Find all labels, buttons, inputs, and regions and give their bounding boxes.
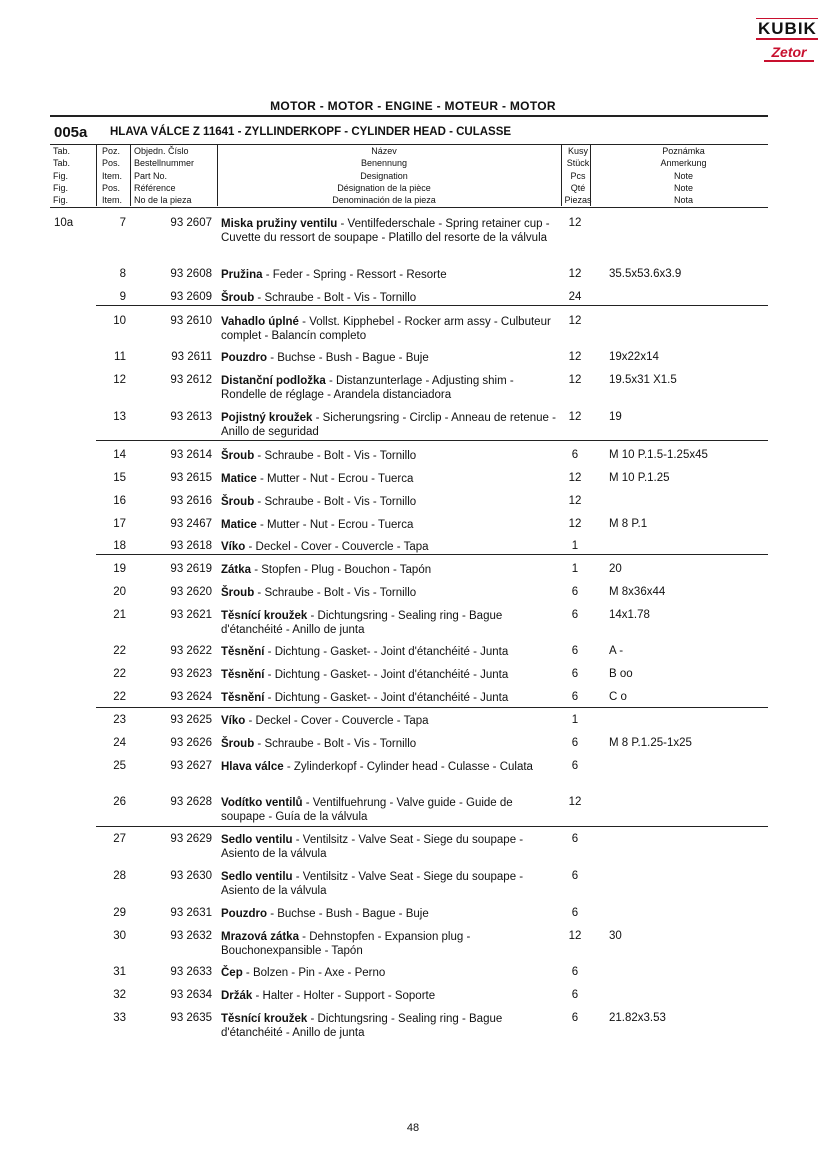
row-description xyxy=(221,351,556,365)
column-header-line: Note xyxy=(673,170,693,181)
row-part-number: 93 2622 xyxy=(170,645,212,657)
row-part-number: 93 2634 xyxy=(170,989,212,1001)
row-description xyxy=(221,796,556,824)
row-quantity: 6 xyxy=(571,760,579,772)
row-position: 26 xyxy=(113,796,126,808)
row-note: M 8 P.1 xyxy=(609,518,648,530)
row-description xyxy=(221,518,556,532)
row-description-primary: Miska pružiny ventilu xyxy=(221,218,338,230)
row-part-number: 93 2613 xyxy=(170,411,212,423)
row-description-translations: - Dichtung - Gasket- - Joint d'étanchéité - Junta xyxy=(264,692,509,704)
row-note: M 10 P.1.5-1.25x45 xyxy=(609,449,708,461)
row-position: 17 xyxy=(113,518,126,530)
column-header-line: Stück xyxy=(566,158,590,169)
column-header-note xyxy=(599,145,768,207)
row-description xyxy=(221,268,556,282)
row-description-primary: Šroub xyxy=(221,587,255,599)
row-description xyxy=(221,586,556,600)
row-position: 28 xyxy=(113,870,126,882)
row-quantity: 6 xyxy=(571,609,579,621)
row-description-translations: - Mutter - Nut - Ecrou - Tuerca xyxy=(256,473,414,485)
row-note: 19.5x31 X1.5 xyxy=(609,374,677,386)
row-position: 33 xyxy=(113,1012,126,1024)
row-part-number: 93 2619 xyxy=(170,563,212,575)
row-position: 16 xyxy=(113,495,126,507)
row-description-primary: Vahadlo úplné xyxy=(221,316,299,328)
column-header-line: Item. xyxy=(102,195,123,206)
row-position: 22 xyxy=(113,668,126,680)
row-description-primary: Těsnící kroužek xyxy=(221,610,308,622)
row-part-number: 93 2623 xyxy=(170,668,212,680)
page-number: 48 xyxy=(406,1122,420,1134)
row-quantity: 12 xyxy=(568,351,582,363)
row-position: 20 xyxy=(113,586,126,598)
row-description-translations: - Schraube - Bolt - Vis - Tornillo xyxy=(254,496,417,508)
row-description xyxy=(221,540,556,554)
row-position: 14 xyxy=(113,449,126,461)
row-part-number: 93 2624 xyxy=(170,691,212,703)
row-position: 25 xyxy=(113,760,126,772)
row-description-translations: - Bolzen - Pin - Axe - Perno xyxy=(242,967,386,979)
column-header-line: Fig. xyxy=(53,195,69,206)
column-header-line: Référence xyxy=(134,182,176,193)
row-description xyxy=(221,472,556,486)
row-description-translations: - Schraube - Bolt - Vis - Tornillo xyxy=(254,450,417,462)
row-description xyxy=(221,449,556,463)
row-part-number: 93 2625 xyxy=(170,714,212,726)
row-description-translations: - Ventilfederschale - Spring retainer cup - Cuvette du ressort de soupape - Platillo del resorte de la válvula xyxy=(221,218,550,244)
row-quantity: 12 xyxy=(568,472,582,484)
row-quantity: 12 xyxy=(568,411,582,423)
row-description-translations: - Deckel - Cover - Couvercle - Tapa xyxy=(245,541,429,553)
row-position: 22 xyxy=(113,691,126,703)
kubik-zetor-logo xyxy=(756,14,818,70)
row-description-primary: Pojistný kroužek xyxy=(221,412,313,424)
row-part-number: 93 2621 xyxy=(170,609,212,621)
row-description-primary: Pouzdro xyxy=(221,908,267,920)
row-description-translations: - Buchse - Bush - Bague - Buje xyxy=(267,908,429,920)
row-description-primary: Zátka xyxy=(221,564,252,576)
row-quantity: 6 xyxy=(571,870,579,882)
row-quantity: 6 xyxy=(571,737,579,749)
row-part-number: 93 2610 xyxy=(170,315,212,327)
row-part-number: 93 2618 xyxy=(170,540,212,552)
section-code: 005a xyxy=(54,124,88,141)
row-description xyxy=(221,989,556,1003)
row-description-translations: - Dehnstopfen - Expansion plug - Bouchonexpansible - Tapón xyxy=(221,931,471,957)
column-header-line: Tab. xyxy=(53,146,71,156)
row-quantity: 12 xyxy=(568,268,582,280)
table-header xyxy=(50,144,768,208)
column-header-line: Bestellnummer xyxy=(134,158,195,169)
row-quantity: 6 xyxy=(571,691,579,703)
row-note: A - xyxy=(609,645,624,657)
row-position: 13 xyxy=(113,411,126,423)
row-description-primary: Šroub xyxy=(221,496,255,508)
column-header-line: Nota xyxy=(673,195,693,206)
row-position: 12 xyxy=(113,374,126,386)
row-position: 9 xyxy=(119,291,126,303)
row-description-translations: - Sicherungsring - Circlip - Anneau de retenue - Anillo de seguridad xyxy=(221,412,556,438)
column-header-line: Kusy xyxy=(567,146,588,156)
row-position: 27 xyxy=(113,833,126,845)
column-divider xyxy=(130,144,131,206)
row-part-number: 93 2620 xyxy=(170,586,212,598)
row-note: B oo xyxy=(609,668,633,680)
column-header-line: Désignation de la pièce xyxy=(337,182,431,193)
row-position: 29 xyxy=(113,907,126,919)
row-description-translations: - Mutter - Nut - Ecrou - Tuerca xyxy=(256,519,414,531)
row-description xyxy=(221,760,556,774)
row-description xyxy=(221,870,556,898)
column-header-line: Piezas xyxy=(564,195,592,206)
row-position: 19 xyxy=(113,563,126,575)
row-position: 15 xyxy=(113,472,126,484)
column-header-line: Denominación de la pieza xyxy=(332,195,436,206)
row-quantity: 12 xyxy=(568,930,582,942)
row-description-translations: - Ventilsitz - Valve Seat - Siege du soupape - Asiento de la válvula xyxy=(221,834,524,860)
row-part-number: 93 2631 xyxy=(170,907,212,919)
row-quantity: 12 xyxy=(568,217,582,229)
row-position: 21 xyxy=(113,609,126,621)
row-description-primary: Víko xyxy=(221,715,246,727)
row-quantity: 6 xyxy=(571,989,579,1001)
row-description-primary: Mrazová zátka xyxy=(221,931,299,943)
column-header-line: Qté xyxy=(570,182,586,193)
row-description xyxy=(221,966,556,980)
row-description-translations: - Feder - Spring - Ressort - Resorte xyxy=(262,269,447,281)
row-part-number: 93 2612 xyxy=(170,374,212,386)
row-quantity: 12 xyxy=(568,796,582,808)
column-header-line: Item. xyxy=(102,170,123,181)
row-description-primary: Matice xyxy=(221,519,257,531)
row-description xyxy=(221,645,556,659)
row-description xyxy=(221,217,556,245)
column-header-line: Poz. xyxy=(102,146,121,156)
column-header-line: Part No. xyxy=(134,170,168,181)
row-description-primary: Čep xyxy=(221,967,243,979)
row-note: 19x22x14 xyxy=(609,351,659,363)
row-quantity: 6 xyxy=(571,833,579,845)
row-quantity: 6 xyxy=(571,586,579,598)
row-description-primary: Šroub xyxy=(221,450,255,462)
group-separator xyxy=(96,707,768,708)
row-quantity: 12 xyxy=(568,518,582,530)
column-header-line: Pos. xyxy=(102,158,121,169)
column-header-line: Název xyxy=(371,146,397,156)
row-quantity: 6 xyxy=(571,449,579,461)
group-separator xyxy=(96,440,768,441)
row-part-number: 93 2633 xyxy=(170,966,212,978)
column-header-line: Tab. xyxy=(53,158,71,169)
row-description-primary: Sedlo ventilu xyxy=(221,871,293,883)
row-description-primary: Matice xyxy=(221,473,257,485)
row-description xyxy=(221,495,556,509)
column-header-line: Fig. xyxy=(53,170,69,181)
column-header-line: Pcs xyxy=(570,170,586,181)
page-header-title: MOTOR - MOTOR - ENGINE - MOTEUR - MOTOR xyxy=(270,99,556,113)
row-part-number: 93 2635 xyxy=(170,1012,212,1024)
row-description xyxy=(221,411,556,439)
row-part-number: 93 2630 xyxy=(170,870,212,882)
group-separator xyxy=(96,826,768,827)
column-header-line: No de la pieza xyxy=(134,195,192,206)
row-description-primary: Držák xyxy=(221,990,253,1002)
row-description xyxy=(221,315,556,343)
row-part-number: 93 2628 xyxy=(170,796,212,808)
row-description-primary: Pružina xyxy=(221,269,263,281)
row-description xyxy=(221,833,556,861)
row-description-primary: Těsnění xyxy=(221,646,265,658)
row-description xyxy=(221,609,556,637)
row-description-primary: Šroub xyxy=(221,738,255,750)
row-quantity: 6 xyxy=(571,1012,579,1024)
row-description-translations: - Schraube - Bolt - Vis - Tornillo xyxy=(254,292,417,304)
row-quantity: 1 xyxy=(571,714,579,726)
row-part-number: 93 2626 xyxy=(170,737,212,749)
column-header-line: Note xyxy=(673,182,693,193)
row-description-translations: - Stopfen - Plug - Bouchon - Tapón xyxy=(251,564,432,576)
row-part-number: 93 2615 xyxy=(170,472,212,484)
row-description-translations: - Dichtung - Gasket- - Joint d'étanchéité - Junta xyxy=(264,669,509,681)
column-header-line: Pos. xyxy=(102,182,121,193)
row-description-translations: - Vollst. Kipphebel - Rocker arm assy - Culbuteur complet - Balancín completo xyxy=(221,316,551,342)
row-position: 7 xyxy=(119,217,126,229)
row-description xyxy=(221,737,556,751)
column-header-line: Poznámka xyxy=(662,146,705,156)
row-description-primary: Šroub xyxy=(221,292,255,304)
row-note: C o xyxy=(609,691,627,703)
row-description-translations: - Halter - Holter - Support - Soporte xyxy=(252,990,436,1002)
group-separator xyxy=(96,554,768,555)
row-position: 23 xyxy=(113,714,126,726)
row-quantity: 6 xyxy=(571,907,579,919)
header-rule xyxy=(50,115,768,117)
column-header-line: Fig. xyxy=(53,182,69,193)
row-description xyxy=(221,714,556,728)
column-divider xyxy=(590,144,591,206)
row-note: 14x1.78 xyxy=(609,609,650,621)
row-note: M 8 P.1.25-1x25 xyxy=(609,737,692,749)
row-description-translations: - Schraube - Bolt - Vis - Tornillo xyxy=(254,738,417,750)
row-description-translations: - Deckel - Cover - Couvercle - Tapa xyxy=(245,715,429,727)
row-description xyxy=(221,930,556,958)
row-quantity: 24 xyxy=(568,291,582,303)
row-description-translations: - Dichtung - Gasket- - Joint d'étanchéité - Junta xyxy=(264,646,509,658)
row-note: M 8x36x44 xyxy=(609,586,666,598)
row-position: 24 xyxy=(113,737,126,749)
row-tab: 10a xyxy=(54,217,74,229)
row-description-translations: - Buchse - Bush - Bague - Buje xyxy=(267,352,429,364)
row-description-primary: Víko xyxy=(221,541,246,553)
row-position: 10 xyxy=(113,315,126,327)
row-description-primary: Sedlo ventilu xyxy=(221,834,293,846)
row-note: 20 xyxy=(609,563,622,575)
row-part-number: 93 2611 xyxy=(171,351,212,363)
column-divider xyxy=(96,144,97,206)
row-note: M 10 P.1.25 xyxy=(609,472,670,484)
row-position: 11 xyxy=(114,351,126,363)
row-quantity: 6 xyxy=(571,668,579,680)
column-header-name xyxy=(218,145,550,207)
row-quantity: 12 xyxy=(568,315,582,327)
row-quantity: 6 xyxy=(571,966,579,978)
row-position: 18 xyxy=(113,540,126,552)
row-part-number: 93 2616 xyxy=(170,495,212,507)
group-separator xyxy=(96,305,768,306)
row-description xyxy=(221,1012,556,1040)
row-description xyxy=(221,907,556,921)
row-part-number: 93 2609 xyxy=(170,291,212,303)
row-position: 32 xyxy=(113,989,126,1001)
row-description-primary: Pouzdro xyxy=(221,352,267,364)
row-description xyxy=(221,374,556,402)
row-description xyxy=(221,291,556,305)
row-description-translations: - Ventilfuehrung - Valve guide - Guide de soupape - Guía de la válvula xyxy=(221,797,513,823)
row-part-number: 93 2632 xyxy=(170,930,212,942)
column-header-line: Anmerkung xyxy=(660,158,707,169)
row-note: 30 xyxy=(609,930,622,942)
row-position: 30 xyxy=(113,930,126,942)
row-part-number: 93 2607 xyxy=(170,217,212,229)
row-description-primary: Hlava válce xyxy=(221,761,284,773)
row-description-primary: Distanční podložka xyxy=(221,375,326,387)
row-description-translations: - Zylinderkopf - Cylinder head - Culasse - Culata xyxy=(283,761,533,773)
row-position: 22 xyxy=(113,645,126,657)
row-description-translations: - Dichtungsring - Sealing ring - Bague d'étanchéité - Anillo de junta xyxy=(221,610,503,636)
row-description-translations: - Ventilsitz - Valve Seat - Siege du soupape - Asiento de la válvula xyxy=(221,871,524,897)
column-header-line: Objedn. Číslo xyxy=(134,146,189,156)
row-note: 35.5x53.6x3.9 xyxy=(609,268,682,280)
row-position: 31 xyxy=(113,966,126,978)
logo-zetor-text: Zetor xyxy=(764,44,814,62)
column-header-pos xyxy=(102,145,128,207)
row-note: 19 xyxy=(609,411,622,423)
column-header-line: Benennung xyxy=(360,158,408,169)
row-description xyxy=(221,668,556,682)
row-part-number: 93 2629 xyxy=(170,833,212,845)
row-part-number: 93 2614 xyxy=(170,449,212,461)
row-quantity: 1 xyxy=(571,540,579,552)
row-part-number: 93 2608 xyxy=(170,268,212,280)
row-description-primary: Vodítko ventilů xyxy=(221,797,303,809)
row-note: 21.82x3.53 xyxy=(609,1012,666,1024)
column-divider xyxy=(217,144,218,206)
section-title: HLAVA VÁLCE Z 11641 - ZYLLINDERKOPF - CYLINDER HEAD - CULASSE xyxy=(110,126,512,138)
row-description-translations: - Schraube - Bolt - Vis - Tornillo xyxy=(254,587,417,599)
row-description-primary: Těsnění xyxy=(221,692,265,704)
row-quantity: 12 xyxy=(568,495,582,507)
row-description-primary: Těsnění xyxy=(221,669,265,681)
row-part-number: 93 2627 xyxy=(170,760,212,772)
row-description-translations: - Distanzunterlage - Adjusting shim - Rondelle de réglage - Arandela distanciadora xyxy=(221,375,514,401)
column-header-order-number xyxy=(134,145,224,207)
row-description-primary: Těsnící kroužek xyxy=(221,1013,308,1025)
column-header-tab xyxy=(53,145,79,207)
row-quantity: 1 xyxy=(571,563,579,575)
row-description xyxy=(221,691,556,705)
row-position: 8 xyxy=(119,268,126,280)
row-quantity: 12 xyxy=(568,374,582,386)
row-quantity: 6 xyxy=(571,645,579,657)
row-description xyxy=(221,563,556,577)
column-divider xyxy=(561,144,562,206)
logo-kubik-text: KUBIK xyxy=(758,19,817,38)
row-description-translations: - Dichtungsring - Sealing ring - Bague d'étanchéité - Anillo de junta xyxy=(221,1013,503,1039)
row-part-number: 93 2467 xyxy=(170,518,212,530)
column-header-line: Designation xyxy=(360,170,408,181)
